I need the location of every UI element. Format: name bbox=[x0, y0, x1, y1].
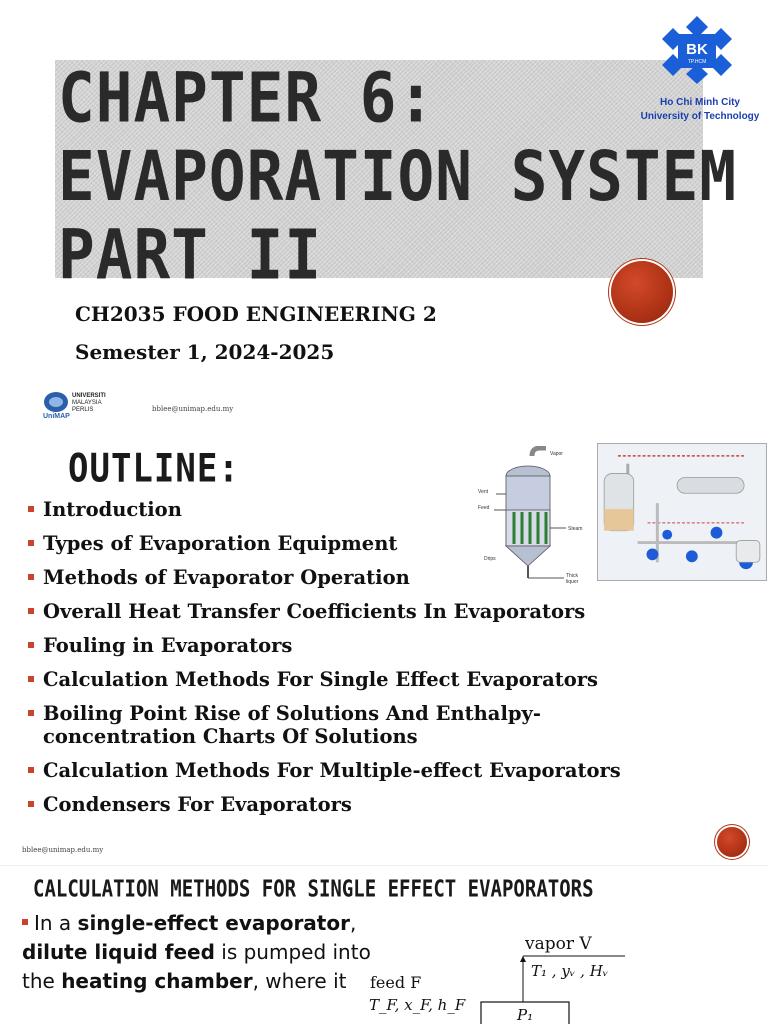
logo-brand: UniMAP bbox=[43, 413, 70, 420]
list-item-text: Methods of Evaporator Operation bbox=[43, 566, 410, 589]
label-steam: Steam bbox=[568, 526, 583, 532]
list-item-text: Condensers For Evaporators bbox=[43, 793, 352, 816]
label-feed: Feed bbox=[478, 505, 490, 511]
vapor-label: vapor V bbox=[525, 934, 592, 954]
list-item bbox=[28, 668, 768, 691]
feed-properties: T_F, x_F, h_F bbox=[369, 996, 466, 1014]
body-text: , bbox=[349, 911, 357, 935]
label-vapor: Vapor bbox=[550, 451, 563, 457]
list-item bbox=[28, 793, 768, 816]
list-item-text-line-2: concentration Charts Of Solutions bbox=[43, 725, 418, 748]
body-bold: single-effect evaporator bbox=[77, 911, 350, 935]
logo-line-2: MALAYSIA bbox=[72, 400, 102, 406]
body-text: is pumped into the bbox=[22, 940, 371, 993]
bullet-marker bbox=[22, 919, 28, 925]
logo-subtext: TP.HCM bbox=[687, 59, 707, 65]
evaporator-schematic bbox=[365, 926, 625, 1024]
list-item-text: Types of Evaporation Equipment bbox=[43, 532, 398, 555]
bullet-marker bbox=[28, 608, 34, 614]
semester-label: Semester 1, 2024-2025 bbox=[75, 340, 335, 364]
list-item-text: Calculation Methods For Single Effect Evaporators bbox=[43, 668, 598, 691]
bullet-marker bbox=[28, 676, 34, 682]
body-text: In a bbox=[34, 911, 78, 935]
label-thick: Thick bbox=[566, 573, 578, 579]
bullet-marker bbox=[28, 767, 34, 773]
vapor-properties: T₁ , yᵥ , Hᵥ bbox=[531, 962, 609, 980]
list-item-text-line-1: Boiling Point Rise of Solutions And Enthalpy- bbox=[43, 702, 541, 725]
list-item-text: Fouling in Evaporators bbox=[43, 634, 293, 657]
caption-city: Ho Chi Minh City bbox=[660, 97, 740, 108]
logo-text: BK bbox=[686, 41, 708, 58]
list-item-text: Introduction bbox=[43, 498, 182, 521]
contact-email: bblee@unimap.edu.my bbox=[152, 405, 234, 413]
title-line-2: EVAPORATION SYSTEM bbox=[58, 137, 738, 217]
decorative-circle bbox=[717, 827, 747, 857]
outline-slide bbox=[0, 380, 768, 865]
title-slide bbox=[0, 0, 768, 380]
logo-line-1: UNIVERSITI bbox=[72, 393, 106, 399]
caption-university: University of Technology bbox=[640, 111, 760, 122]
label-liquor: liquor bbox=[566, 579, 579, 585]
chamber-label: P₁ bbox=[517, 1006, 534, 1024]
list-item bbox=[28, 600, 768, 623]
bullet-marker bbox=[28, 710, 34, 716]
list-item bbox=[28, 566, 768, 589]
list-item bbox=[28, 498, 768, 521]
slide-body-text bbox=[22, 909, 372, 996]
list-item bbox=[28, 634, 768, 657]
feed-label: feed F bbox=[370, 973, 422, 992]
bullet-marker bbox=[28, 506, 34, 512]
list-item bbox=[28, 702, 768, 748]
bullet-marker bbox=[28, 642, 34, 648]
bullet-marker bbox=[28, 801, 34, 807]
body-text: , where it bbox=[252, 969, 347, 993]
outline-list bbox=[28, 498, 768, 827]
unimap-logo bbox=[42, 388, 122, 424]
logo-line-3: PERLIS bbox=[72, 407, 94, 413]
course-code: CH2035 FOOD ENGINEERING 2 bbox=[75, 302, 437, 326]
body-bold: dilute liquid feed bbox=[22, 940, 215, 964]
outline-heading: OUTLINE: bbox=[68, 446, 240, 492]
list-item-text: Calculation Methods For Multiple-effect Evaporators bbox=[43, 759, 621, 782]
list-item-text: Overall Heat Transfer Coefficients In Evaporators bbox=[43, 600, 586, 623]
list-item bbox=[28, 532, 768, 555]
body-bold: heating chamber bbox=[61, 969, 253, 993]
calculation-slide bbox=[0, 865, 768, 1024]
bk-university-logo bbox=[660, 14, 734, 86]
bullet-marker bbox=[28, 540, 34, 546]
label-drips: Drips bbox=[484, 556, 496, 562]
label-vent: Vent bbox=[478, 489, 489, 495]
footer-email: bblee@unimap.edu.my bbox=[22, 846, 104, 854]
university-caption bbox=[632, 96, 768, 124]
list-item bbox=[28, 759, 768, 782]
title-line-3: PART II bbox=[58, 215, 323, 296]
slide-heading: CALCULATION METHODS FOR SINGLE EFFECT EVAPORATORS bbox=[33, 876, 594, 903]
decorative-circle bbox=[611, 261, 673, 323]
bullet-marker bbox=[28, 574, 34, 580]
title-line-1: CHAPTER 6: bbox=[58, 58, 436, 139]
